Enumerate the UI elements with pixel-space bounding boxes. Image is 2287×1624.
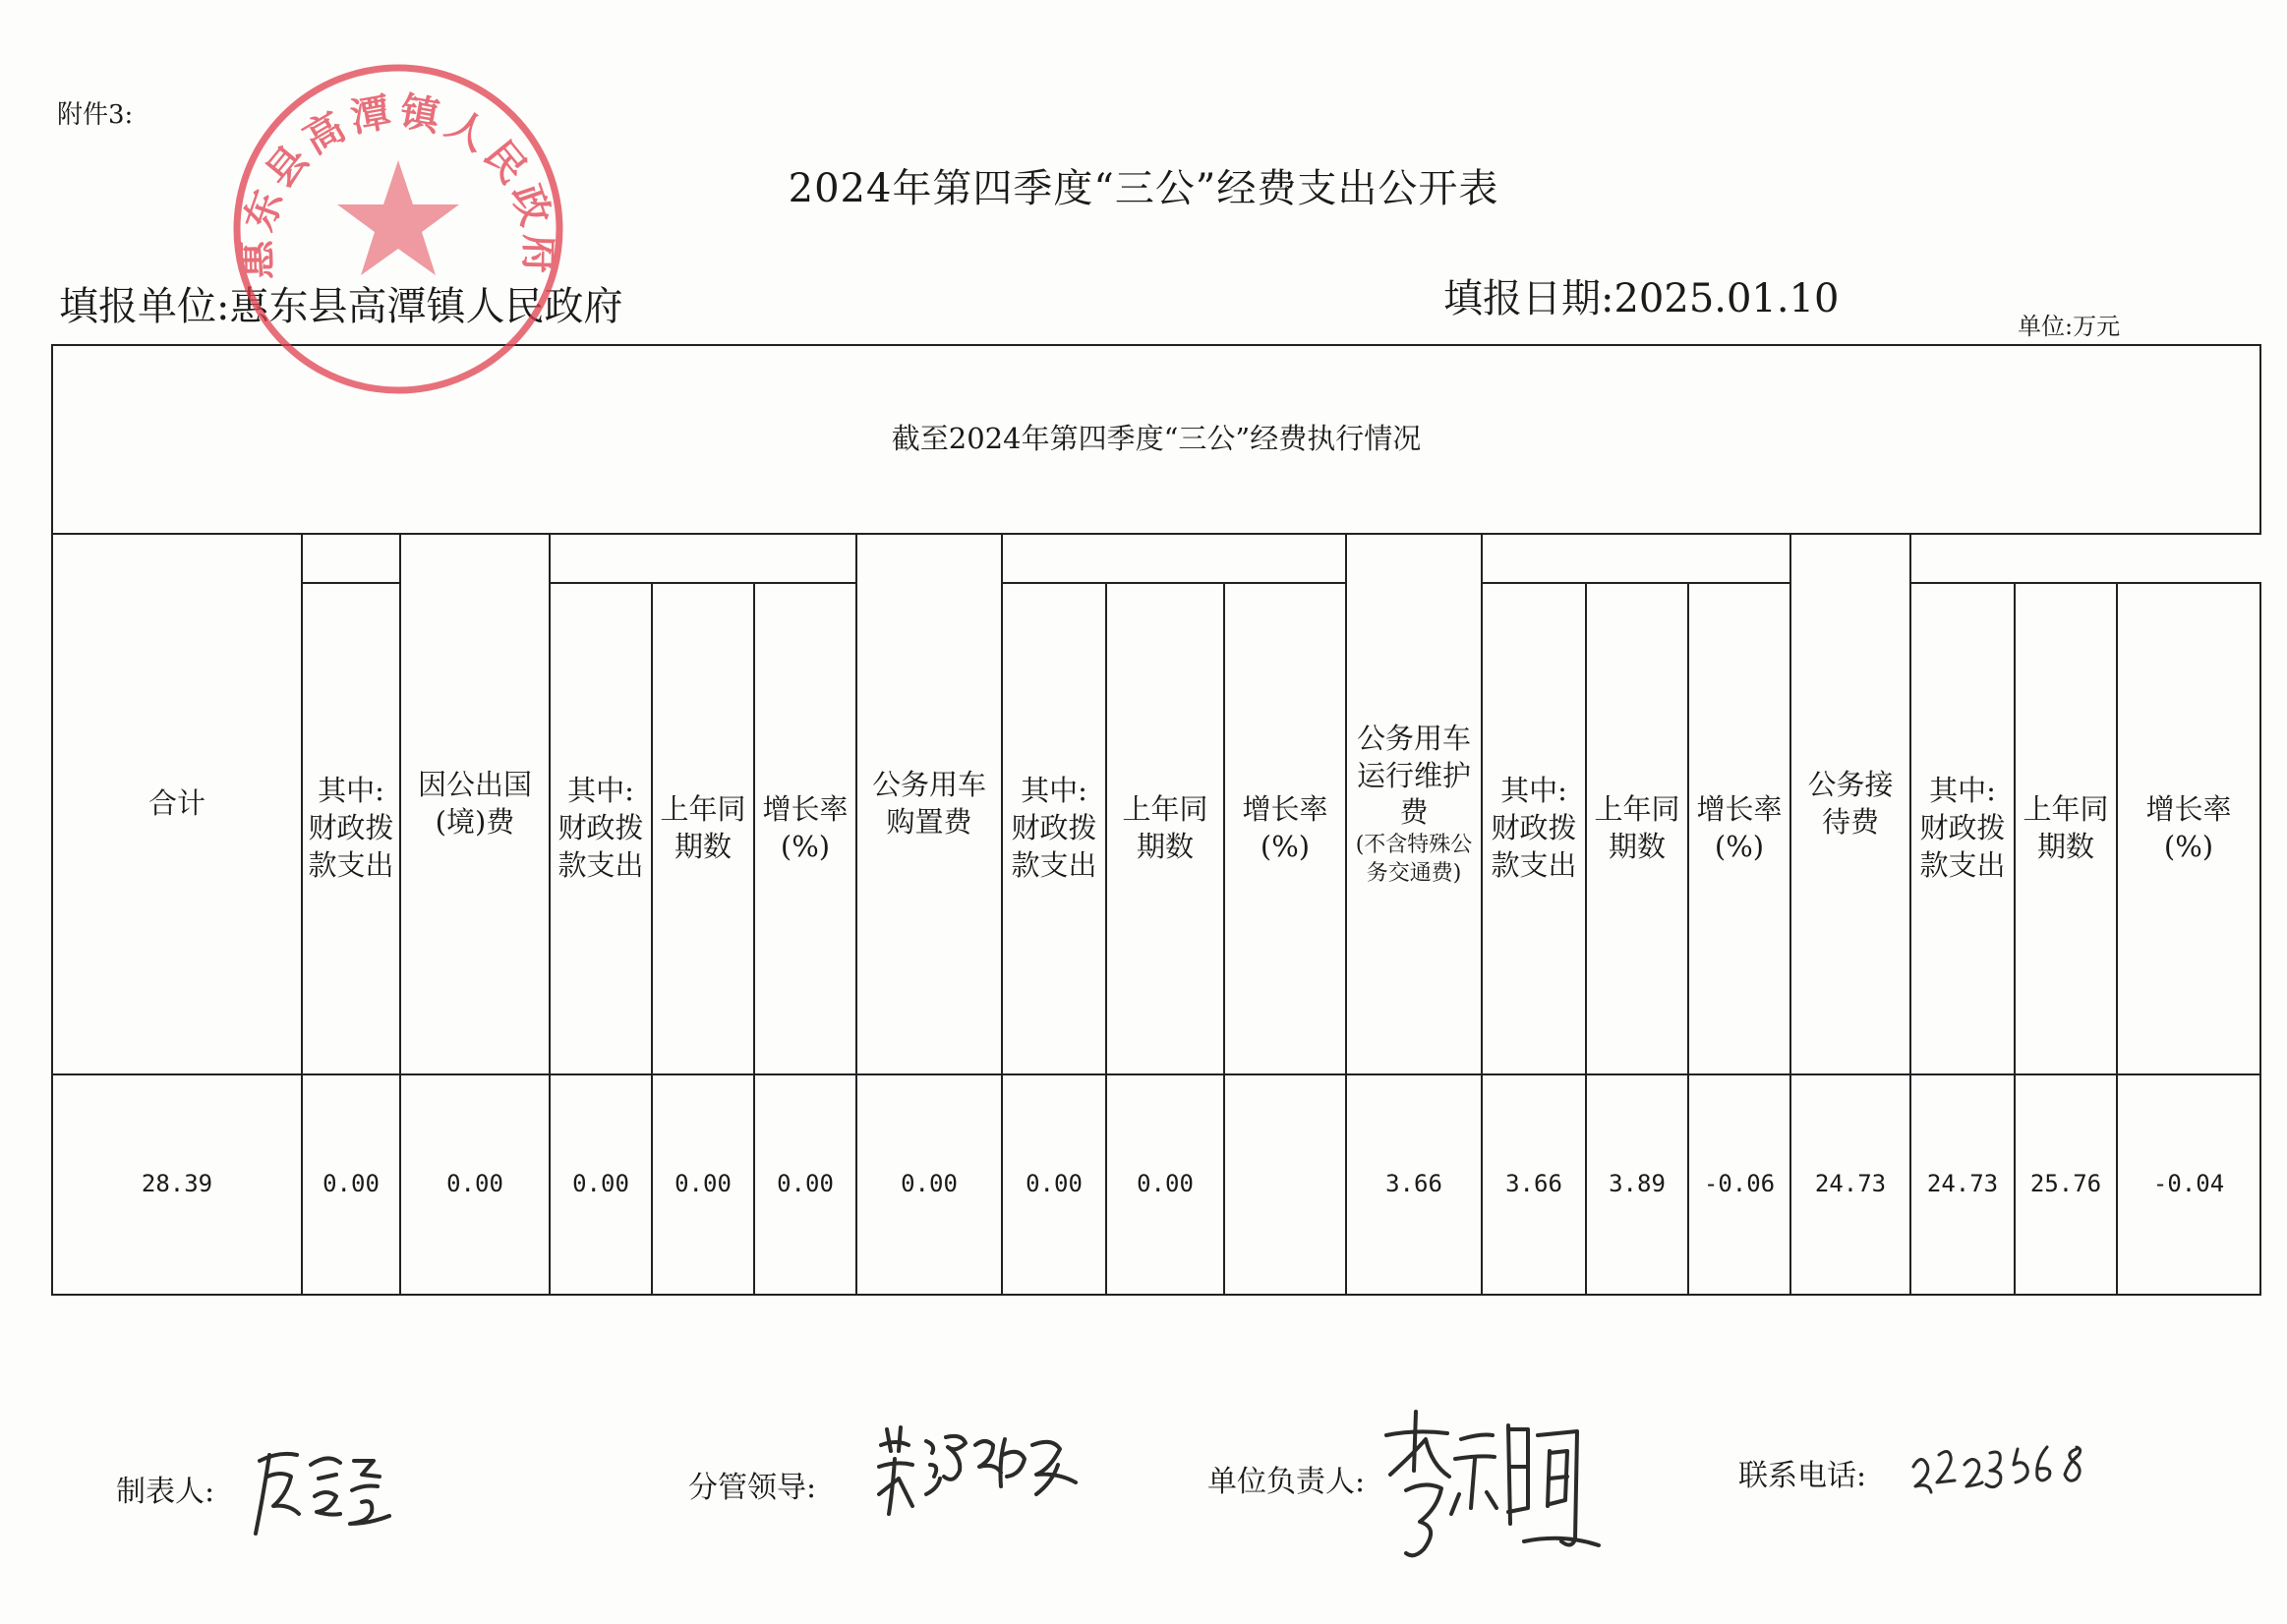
header-spacer	[302, 534, 400, 583]
header-reception-growth: 增长率(%)	[2117, 583, 2260, 1074]
value-total-fiscal: 0.00	[302, 1074, 400, 1295]
header-spacer	[550, 534, 856, 583]
expense-table	[51, 344, 2261, 1296]
header-reception-fiscal: 其中:财政拨款支出	[1910, 583, 2015, 1074]
value-reception-last: 25.76	[2015, 1074, 2117, 1295]
filing-unit: 填报单位:惠东县高潭镇人民政府	[59, 284, 623, 329]
header-car-purchase-growth: 增长率(%)	[1224, 583, 1346, 1074]
header-spacer	[1910, 534, 2260, 583]
supervisor-signature	[865, 1416, 1111, 1534]
header-car-ops	[1346, 534, 1482, 1074]
header-car-ops-growth: 增长率(%)	[1688, 583, 1790, 1074]
value-car-purchase-last: 0.00	[1106, 1074, 1224, 1295]
value-car-ops-growth: -0.06	[1688, 1074, 1790, 1295]
header-reception-last: 上年同期数	[2015, 583, 2117, 1074]
header-abroad-last: 上年同期数	[652, 583, 754, 1074]
unit-note: 单位:万元	[2018, 313, 2121, 340]
header-total-fiscal: 其中:财政拨款支出	[302, 583, 400, 1074]
header-spacer	[1482, 534, 1790, 583]
unit-head-label: 单位负责人:	[1207, 1465, 1366, 1499]
value-reception-fiscal: 24.73	[1910, 1074, 2015, 1295]
value-car-purchase-fiscal: 0.00	[1002, 1074, 1106, 1295]
value-car-ops: 3.66	[1346, 1074, 1482, 1295]
unit-head-signature	[1377, 1396, 1603, 1573]
header-abroad-fiscal: 其中:财政拨款支出	[550, 583, 652, 1074]
svg-text:惠东县高潭镇人民政府: 惠东县高潭镇人民政府	[233, 87, 563, 280]
header-car-purchase-last: 上年同期数	[1106, 583, 1224, 1074]
preparer-signature	[246, 1425, 413, 1553]
value-total: 28.39	[52, 1074, 302, 1295]
attachment-label: 附件3:	[57, 100, 134, 130]
supervisor-label: 分管领导:	[688, 1471, 817, 1505]
value-car-ops-last: 3.89	[1586, 1074, 1688, 1295]
value-abroad-last: 0.00	[652, 1074, 754, 1295]
preparer-label: 制表人:	[116, 1475, 215, 1509]
header-abroad: 因公出国(境)费	[400, 534, 550, 1074]
header-car-ops-main: 公务用车运行维护费	[1356, 721, 1471, 830]
value-abroad: 0.00	[400, 1074, 550, 1295]
value-abroad-growth: 0.00	[754, 1074, 856, 1295]
header-car-purchase-fiscal: 其中:财政拨款支出	[1002, 583, 1106, 1074]
value-car-purchase-growth	[1224, 1074, 1346, 1295]
phone-handwriting	[1907, 1435, 2104, 1498]
header-car-ops-last: 上年同期数	[1586, 583, 1688, 1074]
phone-label: 联系电话:	[1738, 1459, 1867, 1493]
value-reception-growth: -0.04	[2117, 1074, 2260, 1295]
value-car-ops-fiscal: 3.66	[1482, 1074, 1586, 1295]
filing-date: 填报日期:2025.01.10	[1443, 276, 1840, 321]
header-total: 合计	[52, 534, 302, 1074]
page-title: 2024年第四季度“三公”经费支出公开表	[788, 166, 1499, 211]
value-reception: 24.73	[1790, 1074, 1910, 1295]
header-car-purchase: 公务用车购置费	[856, 534, 1002, 1074]
header-reception: 公务接待费	[1790, 534, 1910, 1074]
official-seal	[226, 57, 570, 401]
table-section-title: 截至2024年第四季度“三公”经费执行情况	[52, 345, 2260, 534]
header-abroad-growth: 增长率(%)	[754, 583, 856, 1074]
header-car-ops-fiscal: 其中:财政拨款支出	[1482, 583, 1586, 1074]
header-car-ops-note: (不含特殊公务交通费)	[1355, 832, 1473, 886]
value-abroad-fiscal: 0.00	[550, 1074, 652, 1295]
value-car-purchase: 0.00	[856, 1074, 1002, 1295]
header-spacer	[1002, 534, 1346, 583]
